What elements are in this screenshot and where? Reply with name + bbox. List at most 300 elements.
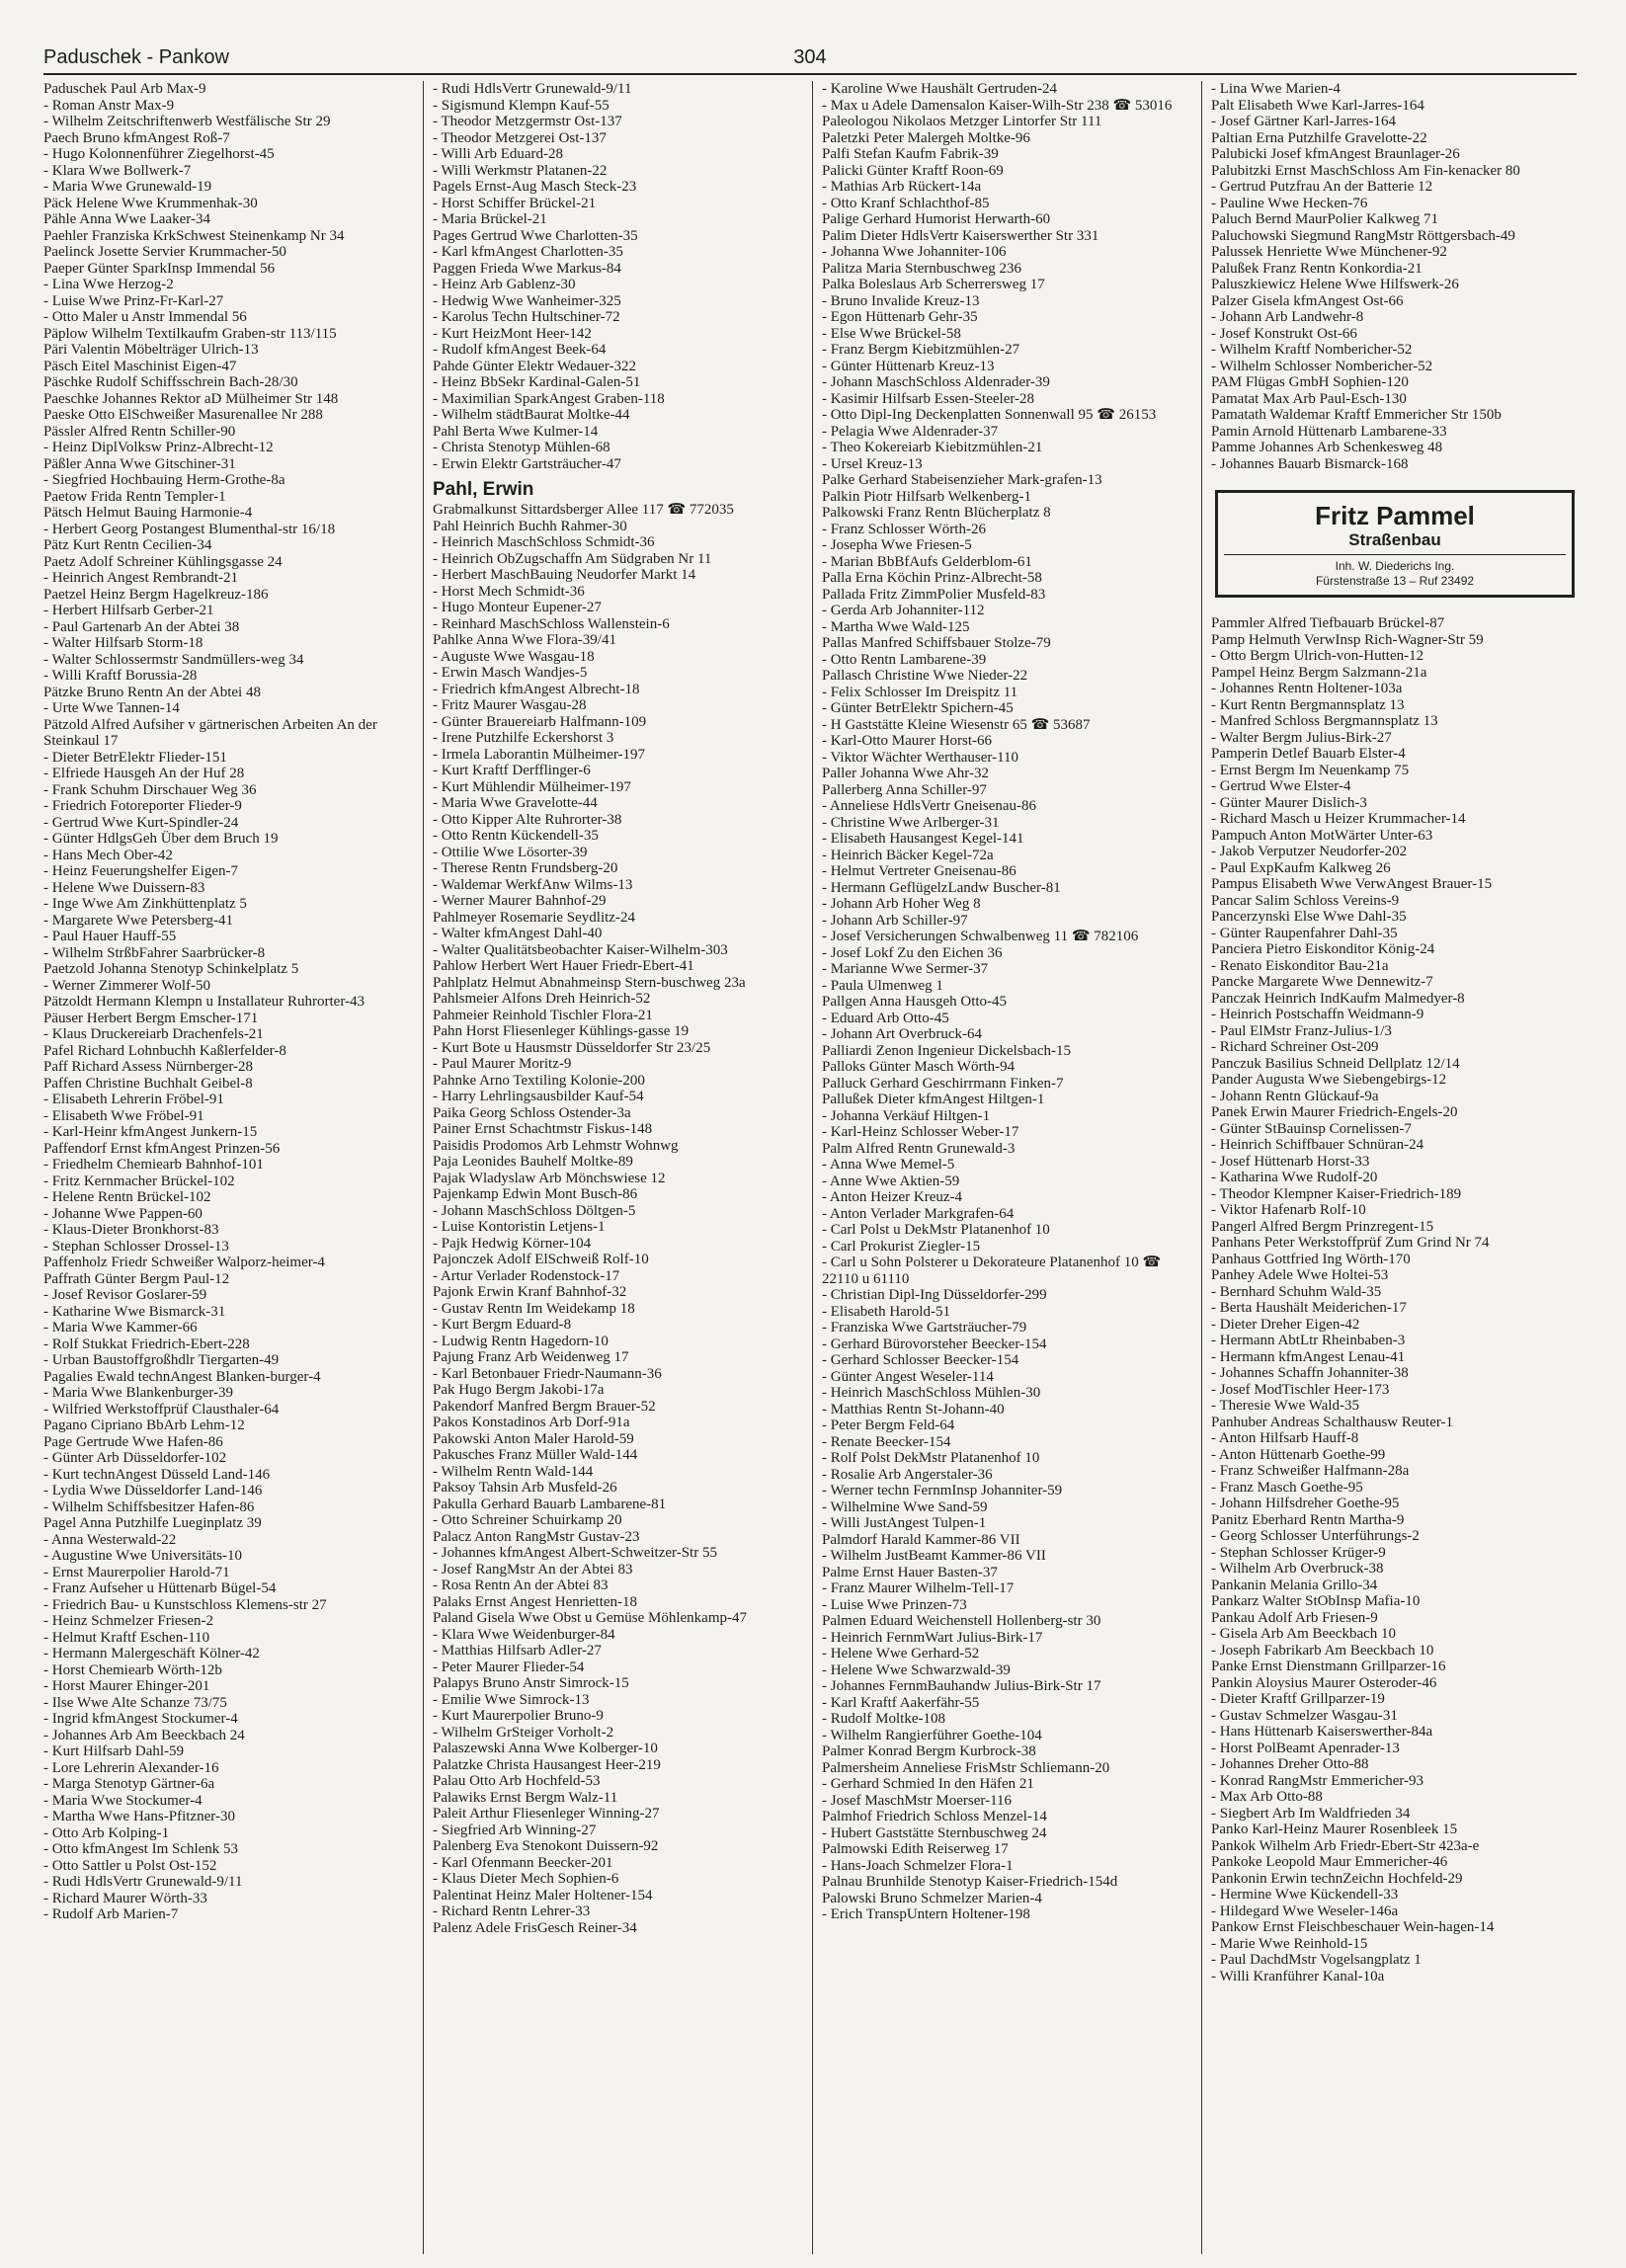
directory-entry: - Willi Arb Eduard-28	[433, 146, 564, 162]
directory-entry: - Helmut Kraftf Eschen-110	[43, 1629, 210, 1646]
directory-entry: - Paul Maurer Moritz-9	[433, 1056, 572, 1072]
directory-entry: Paehler Franziska KrkSchwest Steinenkamp Nr 34	[43, 227, 345, 244]
directory-entry: Page Gertrude Wwe Hafen-86	[43, 1433, 223, 1450]
directory-entry: - Johannes Dreher Otto-88	[1211, 1756, 1369, 1772]
directory-entry: - Ursel Kreuz-13	[822, 455, 923, 472]
directory-entry: - Pajk Hedwig Körner-104	[433, 1235, 592, 1252]
directory-entry: Panitz Eberhard Rentn Martha-9	[1211, 1511, 1405, 1528]
directory-entry: - Paula Ulmenweg 1	[822, 977, 943, 994]
directory-entry: Paetzel Heinz Bergm Hagelkreuz-186	[43, 586, 269, 603]
directory-entry: - Bruno Invalide Kreuz-13	[822, 292, 980, 309]
directory-entry: - Friedrich Fotoreporter Flieder-9	[43, 798, 242, 814]
directory-entry: Pages Gertrud Wwe Charlotten-35	[433, 227, 638, 244]
directory-entry: - Walter kfmAngest Dahl-40	[433, 926, 603, 941]
directory-entry: - Lina Wwe Herzog-2	[43, 277, 174, 292]
directory-entry: Pancerzynski Else Wwe Dahl-35	[1211, 909, 1407, 925]
directory-entry: - Josef Revisor Goslarer-59	[43, 1287, 207, 1303]
directory-entry: - Rudi HdlsVertr Grunewald-9/11	[433, 81, 632, 97]
directory-entry: - Willi Werkmstr Platanen-22	[433, 162, 608, 179]
directory-entry: Palkin Piotr Hilfsarb Welkenberg-1	[822, 488, 1031, 505]
directory-entry: - Otto kfmAngest Im Schlenk 53	[43, 1841, 239, 1857]
directory-entry: Palmdorf Harald Kammer-86 VII	[822, 1531, 1020, 1548]
directory-entry: - Theodor Metzgermstr Ost-137	[433, 114, 622, 129]
directory-entry: Paduschek Paul Arb Max-9	[43, 81, 206, 97]
directory-entry: - Willi Kraftf Borussia-28	[43, 668, 198, 684]
column-3	[822, 81, 1189, 2254]
directory-entry: - Heinrich MaschSchloss Mühlen-30	[822, 1385, 1041, 1401]
directory-entry: - Sigismund Klempn Kauf-55	[433, 97, 610, 114]
directory-entry: - Franz Schweißer Halfmann-28a	[1211, 1463, 1410, 1479]
directory-entry: - Heinrich MaschSchloss Schmidt-36	[433, 534, 655, 550]
directory-entry: - Richard Masch u Heizer Krummacher-14	[1211, 811, 1466, 827]
directory-entry: - Georg Schlosser Unterführungs-2	[1211, 1528, 1420, 1544]
directory-entry: Pajenkamp Edwin Mont Busch-86	[433, 1186, 638, 1202]
directory-entry: Palenz Adele FrisGesch Reiner-34	[433, 1919, 637, 1936]
directory-entry: - Erich TranspUntern Holtener-198	[822, 1906, 1030, 1922]
directory-entry: - Kurt Bote u Hausmstr Düsseldorfer Str 23/25	[433, 1039, 711, 1056]
directory-entry: - Günter HdlgsGeh Über dem Bruch 19	[43, 831, 279, 847]
directory-entry: - Karl-Heinz Schlosser Weber-17	[822, 1124, 1019, 1140]
directory-entry: - Ottilie Wwe Lösorter-39	[433, 844, 588, 860]
directory-entry: - Otto Kipper Alte Ruhrorter-38	[433, 811, 622, 828]
directory-entry: - Johann Hilfsdreher Goethe-95	[1211, 1496, 1400, 1511]
directory-entry: - Theo Kokereiarb Kiebitzmühlen-21	[822, 440, 1043, 455]
directory-entry: PAM Flügas GmbH Sophien-120	[1211, 374, 1409, 390]
directory-entry: Palkowski Franz Rentn Blücherplatz 8	[822, 505, 1051, 521]
directory-entry: Päri Valentin Möbelträger Ulrich-13	[43, 342, 259, 358]
directory-entry: - Auguste Wwe Wasgau-18	[433, 648, 595, 665]
directory-entry: Palm Alfred Rentn Grunewald-3	[822, 1140, 1016, 1157]
directory-entry: - Luise Wwe Prinzen-73	[822, 1596, 967, 1613]
directory-entry: - Inge Wwe Am Zinkhüttenplatz 5	[43, 896, 247, 912]
directory-entry: Paelinck Josette Servier Krummacher-50	[43, 244, 286, 260]
directory-entry: Pagalies Ewald technAngest Blanken-burger-4	[43, 1368, 321, 1385]
directory-entry: - Horst Maurer Ehinger-201	[43, 1678, 210, 1694]
directory-entry: Pagel Anna Putzhilfe Lueginplatz 39	[43, 1515, 262, 1531]
directory-entry: - Hermann AbtLtr Rheinbaben-3	[1211, 1333, 1406, 1348]
directory-entry: - Hermann GeflügelzLandw Buscher-81	[822, 879, 1061, 896]
directory-entry: - Gerhard Bürovorsteher Beecker-154	[822, 1336, 1047, 1352]
directory-entry: Palawiks Ernst Bergm Walz-11	[433, 1789, 618, 1806]
directory-entry: - Horst Mech Schmidt-36	[433, 583, 585, 600]
directory-entry: - Wilhelm Schiffsbesitzer Hafen-86	[43, 1498, 255, 1515]
directory-entry: - Karl-Heinr kfmAngest Junkern-15	[43, 1124, 258, 1140]
directory-entry: - Johann MaschSchloss Döltgen-5	[433, 1202, 636, 1219]
directory-entry: - Augustine Wwe Universitäts-10	[43, 1548, 242, 1564]
directory-entry: - Paul ExpKaufm Kalkweg 26	[1211, 859, 1391, 876]
directory-entry: - Otto Sattler u Polst Ost-152	[43, 1857, 217, 1874]
directory-entry: Palluck Gerhard Geschirrmann Finken-7	[822, 1075, 1064, 1092]
ad-business-type: Straßenbau	[1224, 530, 1566, 555]
column-divider	[1201, 81, 1202, 2254]
directory-entry: - Heinz Feuerungshelfer Eigen-7	[43, 863, 239, 879]
directory-entry: Pätzold Alfred Aufsiher v gärtnerischen Arbeiten An der Steinkaul 17	[43, 716, 381, 749]
directory-entry: - Jakob Verputzer Neudorfer-202	[1211, 844, 1408, 859]
directory-entry: - Christa Stenotyp Mühlen-68	[433, 440, 610, 455]
directory-entry: - Pelagia Wwe Aldenrader-37	[822, 423, 999, 440]
directory-entry: - Heinrich FernmWart Julius-Birk-17	[822, 1629, 1043, 1646]
directory-entry: - Fritz Kernmacher Brückel-102	[43, 1173, 235, 1189]
directory-entry: - Rudolf Moltke-108	[822, 1711, 945, 1727]
directory-entry: - Richard Maurer Wörth-33	[43, 1890, 207, 1906]
directory-entry: Palige Gerhard Humorist Herwarth-60	[822, 211, 1051, 227]
directory-entry: - Stephan Schlosser Drossel-13	[43, 1238, 229, 1255]
directory-entry: - Rolf Stukkat Friedrich-Ebert-228	[43, 1336, 250, 1352]
directory-entry: Panke Ernst Dienstmann Grillparzer-16	[1211, 1659, 1446, 1674]
directory-entry: Pakendorf Manfred Bergm Brauer-52	[433, 1398, 656, 1415]
directory-entry: - Frank Schuhm Dirschauer Weg 36	[43, 781, 257, 798]
directory-entry: - Johannes Arb Am Beeckbach 24	[43, 1727, 245, 1743]
directory-entry: - Klaus-Dieter Bronkhorst-83	[43, 1222, 219, 1238]
directory-entry: - Anneliese HdlsVertr Gneisenau-86	[822, 798, 1037, 814]
directory-entry: Pamp Helmuth VerwInsp Rich-Wagner-Str 59	[1211, 631, 1484, 648]
directory-entry: Panhans Peter Werkstoffprüf Zum Grind Nr 74	[1211, 1235, 1490, 1251]
directory-entry: - Hermine Wwe Kückendell-33	[1211, 1887, 1399, 1903]
directory-entry: - Anton Hilfsarb Hauff-8	[1211, 1430, 1359, 1446]
directory-entry: - Paul ElMstr Franz-Julius-1/3	[1211, 1022, 1392, 1039]
directory-entry: - Wilfried Werkstoffprüf Clausthaler-64	[43, 1401, 280, 1418]
directory-entry: - Anna Westerwald-22	[43, 1531, 177, 1548]
directory-entry: - Helene Wwe Duissern-83	[43, 879, 205, 896]
directory-entry: - Heinrich Schiffbauer Schnüran-24	[1211, 1137, 1424, 1153]
directory-entry: - Theresie Wwe Wald-35	[1211, 1398, 1359, 1414]
column-1	[43, 81, 411, 2254]
directory-entry: - Ernst Bergm Im Neuenkamp 75	[1211, 762, 1410, 778]
directory-entry: - Margarete Wwe Petersberg-41	[43, 912, 234, 929]
directory-entry: - Günter StBauinsp Cornelissen-7	[1211, 1120, 1412, 1137]
directory-entry: - Josef Lokf Zu den Eichen 36	[822, 944, 1003, 961]
directory-entry: - Wilhelm JustBeamt Kammer-86 VII	[822, 1548, 1046, 1564]
directory-entry: - Herbert MaschBauing Neudorfer Markt 14	[433, 567, 696, 583]
directory-entry: - Johanna Wwe Johanniter-106	[822, 244, 1007, 260]
directory-entry: Pancar Salim Schloss Vereins-9	[1211, 892, 1400, 909]
directory-entry: - Gisela Arb Am Beeckbach 10	[1211, 1626, 1397, 1642]
directory-entry: - Walter Bergm Julius-Birk-27	[1211, 729, 1392, 746]
directory-entry: - Else Wwe Brückel-58	[822, 325, 961, 342]
directory-entry: Pallußek Dieter kfmAngest Hiltgen-1	[822, 1092, 1045, 1107]
directory-entry: - Lore Lehrerin Alexander-16	[43, 1759, 219, 1776]
directory-entry: Palnau Brunhilde Stenotyp Kaiser-Friedrich-154d	[822, 1874, 1118, 1890]
directory-entry: Päschke Rudolf Schiffsschrein Bach-28/30	[43, 374, 298, 390]
directory-entry: Panczak Heinrich IndKaufm Malmedyer-8	[1211, 990, 1465, 1007]
directory-entry: - Helene Rentn Brückel-102	[43, 1189, 211, 1205]
directory-entry: Pafel Richard Lohnbuchh Kaßlerfelder-8	[43, 1042, 286, 1059]
directory-entry: - Elisabeth Harold-51	[822, 1303, 950, 1320]
directory-entry: Pajonczek Adolf ElSchweiß Rolf-10	[433, 1252, 649, 1267]
directory-entry: Palacz Anton RangMstr Gustav-23	[433, 1528, 640, 1545]
directory-entry: Pankanin Melania Grillo-34	[1211, 1577, 1378, 1593]
directory-entry: - Viktor Wächter Werthauser-110	[822, 749, 1019, 766]
directory-entry: - Franziska Wwe Gartsträucher-79	[822, 1320, 1027, 1336]
directory-entry: - Bernhard Schuhm Wald-35	[1211, 1283, 1382, 1300]
directory-entry: Palzer Gisela kfmAngest Ost-66	[1211, 292, 1404, 309]
directory-entry: - Emilie Wwe Simrock-13	[433, 1691, 590, 1708]
directory-entry: - Marianne Wwe Sermer-37	[822, 961, 989, 977]
directory-entry: - Hubert Gaststätte Sternbuschweg 24	[822, 1824, 1047, 1841]
directory-entry: - Siegfried Arb Winning-27	[433, 1822, 597, 1838]
directory-entry: Palka Boleslaus Arb Scherrersweg 17	[822, 277, 1045, 292]
directory-entry: - Stephan Schlosser Krüger-9	[1211, 1544, 1386, 1561]
directory-entry: Palussek Henriette Wwe Münchener-92	[1211, 244, 1447, 260]
directory-entry: Paika Georg Schloss Ostender-3a	[433, 1104, 631, 1121]
directory-entry: - Helmut Vertreter Gneisenau-86	[822, 863, 1016, 879]
directory-entry: - Siegbert Arb Im Waldfrieden 34	[1211, 1805, 1411, 1822]
directory-entry: Paech Bruno kfmAngest Roß-7	[43, 129, 230, 146]
directory-entry: - Carl Prokurist Ziegler-15	[822, 1238, 981, 1255]
directory-entry: - Heinz BbSekr Kardinal-Galen-51	[433, 374, 641, 390]
directory-entry: - Carl u Sohn Polsterer u Dekorateure Platanenhof 10 ☎ 22110 u 61110	[822, 1255, 1165, 1287]
directory-entry: - Fritz Maurer Wasgau-28	[433, 697, 587, 713]
directory-entry: - Wilhelm Zeitschriftenwerb Westfälische Str 29	[43, 114, 331, 129]
directory-entry: Päsch Eitel Maschinist Eigen-47	[43, 358, 237, 374]
directory-entry: - Werner techn FernmInsp Johanniter-59	[822, 1483, 1063, 1498]
directory-entry: - Dieter Dreher Eigen-42	[1211, 1316, 1360, 1333]
directory-entry: - Therese Rentn Frundsberg-20	[433, 860, 618, 876]
directory-entry: Paja Leonides Bauhelf Moltke-89	[433, 1154, 633, 1170]
directory-entry: - Elisabeth Hausangest Kegel-141	[822, 831, 1024, 847]
directory-entry: Palliardi Zenon Ingenieur Dickelsbach-15	[822, 1042, 1071, 1059]
directory-entry: - Franz Maurer Wilhelm-Tell-17	[822, 1580, 1015, 1596]
directory-entry: - Renate Beecker-154	[822, 1433, 951, 1450]
directory-entry: - Martha Wwe Wald-125	[822, 618, 970, 635]
directory-entry: Palmowski Edith Reiserweg 17	[822, 1841, 1009, 1857]
directory-entry: - Maximilian SparkAngest Graben-118	[433, 390, 665, 407]
directory-entry: - Günter Raupenfahrer Dahl-35	[1211, 925, 1398, 941]
directory-entry: - Katharina Wwe Rudolf-20	[1211, 1170, 1378, 1185]
column-2	[433, 81, 800, 2254]
directory-entry: - Hildegard Wwe Weseler-146a	[1211, 1903, 1399, 1919]
directory-entry: Paluch Bernd MaurPolier Kalkweg 71	[1211, 211, 1438, 227]
directory-entry: - Rudolf Arb Marien-7	[43, 1906, 179, 1922]
directory-entry: Pajung Franz Arb Weidenweg 17	[433, 1349, 629, 1365]
directory-entry: - Urte Wwe Tannen-14	[43, 700, 180, 716]
directory-entry: - Hans Mech Ober-42	[43, 847, 173, 863]
directory-entry: Pallada Fritz ZimmPolier Musfeld-83	[822, 586, 1046, 603]
directory-entry: - Rudi HdlsVertr Grunewald-9/11	[43, 1874, 243, 1890]
directory-entry: Pankok Wilhelm Arb Friedr-Ebert-Str 423a-e	[1211, 1837, 1480, 1854]
directory-entry: Pahlplatz Helmut Abnahmeinsp Stern-buschweg 23a	[433, 974, 746, 991]
directory-entry: - Wilhelmine Wwe Sand-59	[822, 1498, 988, 1515]
directory-entry: Paller Johanna Wwe Ahr-32	[822, 766, 989, 781]
directory-entry: - Gertrud Wwe Elster-4	[1211, 778, 1351, 794]
directory-entry: - Kurt Kraftf Derfflinger-6	[433, 763, 591, 778]
directory-entry: - Friedhelm Chemiearb Bahnhof-101	[43, 1157, 264, 1173]
directory-entry: - Franz Aufseher u Hüttenarb Bügel-54	[43, 1580, 277, 1596]
directory-entry: Pankau Adolf Arb Friesen-9	[1211, 1609, 1378, 1626]
directory-entry: - Paul Hauer Hauff-55	[43, 929, 177, 944]
directory-entry: Pahl, Erwin	[433, 479, 534, 500]
directory-entry: Pander Augusta Wwe Siebengebirgs-12	[1211, 1072, 1447, 1088]
directory-entry: Paetow Frida Rentn Templer-1	[43, 488, 226, 505]
directory-entry: Paeske Otto ElSchweißer Masurenallee Nr 288	[43, 407, 323, 423]
directory-entry: Paltian Erna Putzhilfe Gravelotte-22	[1211, 129, 1427, 146]
directory-entry: Pahlke Anna Wwe Flora-39/41	[433, 632, 616, 648]
directory-entry: - Wilhelm Rentn Wald-144	[433, 1463, 594, 1480]
directory-entry: - Hermann Malergeschäft Kölner-42	[43, 1646, 260, 1661]
directory-entry: Paksoy Tahsin Arb Musfeld-26	[433, 1480, 617, 1496]
directory-entry: - Anton Hüttenarb Goethe-99	[1211, 1446, 1386, 1463]
directory-entry: - Renato Eiskonditor Bau-21a	[1211, 957, 1389, 974]
directory-entry: - Horst PolBeamt Apenrader-13	[1211, 1740, 1400, 1756]
directory-entry: - Johann Rentn Glückauf-9a	[1211, 1088, 1379, 1104]
advertisement-box	[1215, 490, 1575, 598]
column-4	[1211, 81, 1579, 2254]
directory-entry: - Franz Masch Goethe-95	[1211, 1479, 1363, 1496]
directory-entry: - Maria Wwe Blankenburger-39	[43, 1385, 233, 1401]
directory-entry: - Walter Hilfsarb Storm-18	[43, 635, 203, 651]
directory-entry: Pätsch Helmut Bauing Harmonie-4	[43, 505, 253, 521]
directory-entry: - Eduard Arb Otto-45	[822, 1010, 949, 1026]
directory-entry: - Johanne Wwe Pappen-60	[43, 1205, 203, 1222]
directory-entry: - Anton Heizer Kreuz-4	[822, 1189, 963, 1205]
directory-entry: Palowski Bruno Schmelzer Marien-4	[822, 1890, 1042, 1906]
directory-entry: - Johannes kfmAngest Albert-Schweitzer-Str 55	[433, 1545, 717, 1561]
directory-entry: Paeschke Johannes Rektor aD Mülheimer Str 148	[43, 390, 339, 407]
directory-entry: Panek Erwin Maurer Friedrich-Engels-20	[1211, 1104, 1458, 1120]
directory-entry: - Luise Kontoristin Letjens-1	[433, 1219, 606, 1235]
directory-entry: Pankoke Leopold Maur Emmericher-46	[1211, 1854, 1448, 1870]
directory-entry: Päßler Anna Wwe Gitschiner-31	[43, 455, 236, 472]
directory-entry: - Günter Maurer Dislich-3	[1211, 794, 1367, 811]
directory-entry: - Helene Wwe Schwarzwald-39	[822, 1661, 1011, 1678]
directory-entry: - Reinhard MaschSchloss Wallenstein-6	[433, 615, 670, 632]
ad-address: Fürstenstraße 13 – Ruf 23492	[1315, 574, 1475, 588]
directory-entry: - Günter Arb Düsseldorfer-102	[43, 1450, 227, 1466]
directory-entry: - Siegfried Hochbauing Herm-Grothe-8a	[43, 472, 285, 488]
header-name-range: Paduschek - Pankow	[43, 46, 229, 68]
directory-entry: - Klara Wwe Weidenburger-84	[433, 1626, 615, 1643]
directory-entry: - Maria Wwe Stockumer-4	[43, 1792, 203, 1809]
directory-entry: Palaszewski Anna Wwe Kolberger-10	[433, 1741, 658, 1756]
directory-entry: - Hans Hüttenarb Kaiserswerther-84a	[1211, 1724, 1433, 1740]
directory-entry: - Kurt Maurerpolier Bruno-9	[433, 1708, 604, 1724]
directory-entry: - Otto Kranf Schlachthof-85	[822, 195, 990, 211]
directory-entry: - Karoline Wwe Haushält Gertruden-24	[822, 81, 1057, 97]
directory-entry: - Elisabeth Wwe Fröbel-91	[43, 1107, 204, 1124]
directory-entry: - Manfred Schloss Bergmannsplatz 13	[1211, 713, 1438, 729]
directory-entry: - Konrad RangMstr Emmericher-93	[1211, 1772, 1424, 1789]
directory-entry: Panhuber Andreas Schalthausw Reuter-1	[1211, 1414, 1454, 1430]
directory-entry: - Johannes Bauarb Bismarck-168	[1211, 455, 1409, 472]
directory-entry: Palaks Ernst Angest Henrietten-18	[433, 1593, 638, 1610]
directory-entry: - Roman Anstr Max-9	[43, 97, 175, 114]
directory-entry: Pamatath Waldemar Kraftf Emmericher Str 150b	[1211, 407, 1502, 423]
directory-entry: - Günter Angest Weseler-114	[822, 1368, 994, 1385]
directory-entry: - Willi Kranführer Kanal-10a	[1211, 1968, 1385, 1984]
directory-entry: - Johann Arb Hoher Weg 8	[822, 896, 981, 912]
directory-entry: Palfi Stefan Kaufm Fabrik-39	[822, 146, 999, 162]
directory-entry: Pallasch Christine Wwe Nieder-22	[822, 668, 1028, 684]
directory-entry: - Horst Chemiearb Wörth-12b	[43, 1661, 222, 1678]
directory-entry: - Josef Hüttenarb Horst-33	[1211, 1153, 1370, 1170]
directory-entry: - Günter BetrElektr Spichern-45	[822, 700, 1014, 716]
directory-entry: Pammler Alfred Tiefbauarb Brückel-87	[1211, 615, 1445, 631]
directory-entry: Palim Dieter HdlsVertr Kaiserswerther Str 331	[822, 227, 1099, 244]
columns	[43, 81, 1577, 2254]
directory-entry: Pahmeier Reinhold Tischler Flora-21	[433, 1007, 653, 1023]
directory-entry: Pankow Ernst Fleischbeschauer Wein-hagen-14	[1211, 1919, 1495, 1935]
directory-entry: Pätzoldt Hermann Klempn u Installateur Ruhrorter-43	[43, 994, 366, 1010]
directory-entry: Palmen Eduard Weichenstell Hollenberg-str 30	[822, 1613, 1101, 1629]
directory-entry: - Kurt Bergm Eduard-8	[433, 1317, 572, 1333]
directory-entry: - Maria Brückel-21	[433, 211, 547, 227]
directory-entry: - Lina Wwe Marien-4	[1211, 81, 1341, 97]
directory-entry: - Horst Schiffer Brückel-21	[433, 195, 597, 211]
directory-entry: - Gustav Schmelzer Wasgau-31	[1211, 1707, 1398, 1724]
directory-entry: - Karl Kraftf Aakerfähr-55	[822, 1694, 980, 1711]
directory-entry: - Hans-Joach Schmelzer Flora-1	[822, 1857, 1014, 1874]
directory-entry: - Karl Ofenmann Beecker-201	[433, 1854, 613, 1871]
directory-entry: - Kurt Hilfsarb Dahl-59	[43, 1743, 185, 1759]
directory-entry: Pankin Aloysius Maurer Osteroder-46	[1211, 1674, 1437, 1691]
directory-entry: Palla Erna Köchin Prinz-Albrecht-58	[822, 570, 1042, 586]
directory-entry: Pähle Anna Wwe Laaker-34	[43, 211, 210, 227]
directory-entry: - Hedwig Wwe Wanheimer-325	[433, 292, 621, 309]
directory-entry: - Herbert Hilfsarb Gerber-21	[43, 603, 214, 618]
directory-entry: Pagano Cipriano BbArb Lehm-12	[43, 1418, 245, 1433]
directory-entry: Panczuk Basilius Schneid Dellplatz 12/14	[1211, 1055, 1460, 1072]
column-divider	[423, 81, 424, 2254]
directory-entry: - Wilhelm Kraftf Nombericher-52	[1211, 342, 1413, 358]
directory-entry: - Anton Verlader Markgrafen-64	[822, 1205, 1015, 1222]
directory-entry: - Gustav Rentn Im Weidekamp 18	[433, 1300, 635, 1317]
directory-entry: - Dieter Kraftf Grillparzer-19	[1211, 1691, 1385, 1707]
directory-entry: Paleit Arthur Fliesenleger Winning-27	[433, 1806, 660, 1822]
directory-entry: - Christine Wwe Arlberger-31	[822, 814, 1000, 831]
directory-entry: - Erwin Elektr Gartsträucher-47	[433, 455, 621, 472]
directory-entry: Pamin Arnold Hüttenarb Lambarene-33	[1211, 423, 1447, 440]
directory-entry: - Marie Wwe Reinhold-15	[1211, 1935, 1368, 1952]
directory-entry: Paggen Frieda Wwe Markus-84	[433, 260, 621, 277]
directory-entry: Pampuch Anton MotWärter Unter-63	[1211, 827, 1433, 844]
directory-entry: - Gerda Arb Johanniter-112	[822, 603, 985, 618]
directory-entry: - Heinz DiplVolksw Prinz-Albrecht-12	[43, 440, 274, 455]
directory-entry: Päck Helene Wwe Krummenhak-30	[43, 195, 258, 211]
directory-entry: Paluchowski Siegmund RangMstr Röttgersbach-49	[1211, 227, 1515, 244]
directory-entry: - Karl kfmAngest Charlotten-35	[433, 244, 623, 260]
directory-entry: - Franz Schlosser Wörth-26	[822, 521, 986, 537]
directory-entry: Palubicki Josef kfmAngest Braunlager-26	[1211, 146, 1460, 162]
directory-entry: - Wilhelm GrSteiger Vorholt-2	[433, 1724, 614, 1741]
directory-entry: - Otto Arb Kolping-1	[43, 1824, 170, 1841]
directory-entry: Pässler Alfred Rentn Schiller-90	[43, 423, 236, 440]
directory-entry: - Ingrid kfmAngest Stockumer-4	[43, 1711, 238, 1727]
directory-entry: - Lydia Wwe Düsseldorfer Land-146	[43, 1483, 263, 1498]
directory-entry: Palmhof Friedrich Schloss Menzel-14	[822, 1809, 1047, 1824]
directory-entry: - Wilhelm Arb Overbruck-38	[1211, 1561, 1384, 1577]
directory-entry: Palloks Günter Masch Wörth-94	[822, 1059, 1016, 1075]
directory-entry: - Otto Bergm Ulrich-von-Hutten-12	[1211, 648, 1424, 664]
directory-entry: - Martha Wwe Hans-Pfitzner-30	[43, 1809, 235, 1824]
directory-entry: - Katharine Wwe Bismarck-31	[43, 1303, 226, 1320]
directory-entry: - Richard Rentn Lehrer-33	[433, 1904, 591, 1919]
directory-entry: - Heinrich Bäcker Kegel-72a	[822, 847, 994, 863]
directory-entry: Paffendorf Ernst kfmAngest Prinzen-56	[43, 1140, 281, 1157]
directory-entry: - Gertrud Putzfrau An der Batterie 12	[1211, 179, 1433, 195]
directory-entry: Palitza Maria Sternbuschweg 236	[822, 260, 1022, 277]
directory-entry: - Marian BbBfAufs Gelderblom-61	[822, 553, 1032, 570]
directory-entry: - Hugo Kolonnenführer Ziegelhorst-45	[43, 146, 275, 162]
directory-entry: Painer Ernst Schachtmstr Fiskus-148	[433, 1121, 653, 1137]
directory-entry: - Johann Arb Schiller-97	[822, 912, 968, 929]
directory-entry: - Paul Gartenarb An der Abtei 38	[43, 618, 240, 635]
directory-entry: Paffenholz Friedr Schweißer Walporz-heimer-4	[43, 1255, 325, 1270]
directory-entry: Palubitzki Ernst MaschSchloss Am Fin-kenacker 80	[1211, 162, 1520, 179]
directory-entry: Grabmalkunst Sittardsberger Allee 117 ☎ 772035	[433, 502, 734, 518]
directory-entry: - Matthias Hilfsarb Adler-27	[433, 1643, 602, 1659]
directory-entry: Paisidis Prodomos Arb Lehmstr Wohnwg	[433, 1137, 679, 1154]
directory-entry: Paetzold Johanna Stenotyp Schinkelplatz 5	[43, 961, 299, 977]
